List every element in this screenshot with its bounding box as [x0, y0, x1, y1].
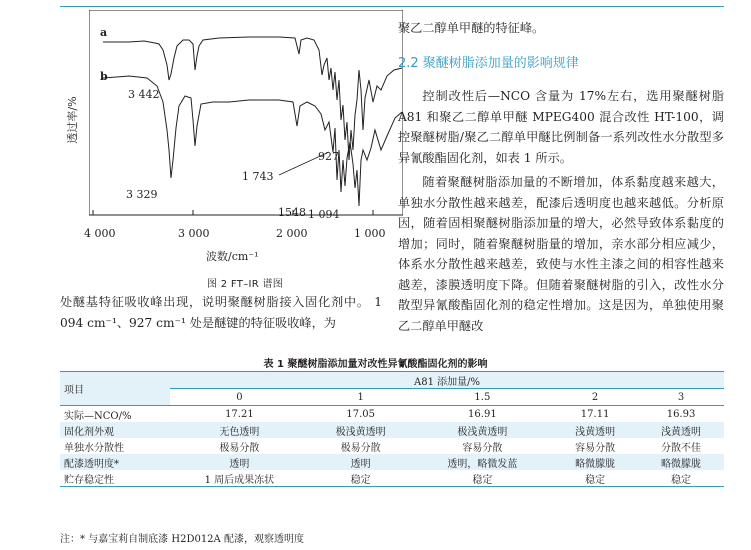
left-paragraph: 处醚基特征吸收峰出现，说明聚醚树脂接入固化剂中。 1 094 cm⁻¹、927 cm⁻¹ 处是醚键的特征吸收峰，为	[60, 295, 382, 330]
group-header: A81 添加量/%	[170, 372, 724, 389]
item-header: 项目	[60, 372, 170, 406]
table-cell: 容易分散	[413, 438, 553, 454]
table-row	[60, 406, 724, 423]
peak-label-3329: 3 329	[126, 188, 158, 201]
row-label: 固化剂外观	[60, 422, 170, 438]
row-label: 实际—NCO/%	[60, 406, 170, 423]
peak-label-1094: 1 094	[308, 208, 340, 221]
table-cell: 稳定	[309, 470, 413, 487]
column-header: 1.5	[413, 389, 553, 406]
x-tick-label-2000: 2 000	[276, 227, 308, 240]
curve-a-label: a	[100, 26, 108, 39]
table-cell: 稳定	[638, 470, 724, 487]
table-cell: 16.93	[638, 406, 724, 423]
table-note: 注：* 与嘉宝莉自制底漆 H2D012A 配漆，观察透明度	[60, 534, 304, 545]
results-table	[60, 371, 724, 487]
peak-label-1743: 1 743	[242, 170, 274, 183]
right-paragraph-2: 随着聚醚树脂添加量的不断增加，体系黏度越来越大，单独水分散性越来越差，配漆后透明度也越来越低。分析原因，随着固相聚醚树脂添加量的增大，必然导致体系黏度的增加；同时，随着聚醚树脂量的增加，亲水部分相应减少，体系水分散性越来越差，致使与水性主漆之间的相容性越来越差，漆膜透明度下降。但随着聚醚树脂的引入，改性水分散型异氰酸酯固化剂的稳定性增加。这是因为，单独使用聚乙二醇单甲醚改	[398, 175, 724, 333]
table-cell: 无色透明	[170, 422, 309, 438]
table-cell: 稳定	[413, 470, 553, 487]
table-cell: 透明	[170, 454, 309, 470]
table-cell: 略微朦胧	[552, 454, 638, 470]
row-label: 配漆透明度*	[60, 454, 170, 470]
table-cell: 17.11	[552, 406, 638, 423]
table-cell: 1 周后成果冻状	[170, 470, 309, 487]
table-row	[60, 422, 724, 438]
table-cell: 透明，略微发蓝	[413, 454, 553, 470]
table-header-row	[60, 372, 724, 389]
curve-b-label: b	[100, 70, 108, 83]
table-cell: 极浅黄透明	[309, 422, 413, 438]
row-label: 贮存稳定性	[60, 470, 170, 487]
table-cell: 略微朦胧	[638, 454, 724, 470]
row-label: 单独水分散性	[60, 438, 170, 454]
y-axis-label: 透过率/%	[66, 96, 79, 144]
column-header: 2	[552, 389, 638, 406]
table-cell: 浅黄透明	[552, 422, 638, 438]
column-header: 0	[170, 389, 309, 406]
table-cell: 透明	[309, 454, 413, 470]
figure-caption: 图 2 FT–IR 谱图	[207, 279, 284, 290]
x-tick-label-3000: 3 000	[178, 227, 210, 240]
table-cell: 分散不佳	[638, 438, 724, 454]
peak-label-927: 927	[318, 150, 339, 163]
table-cell: 浅黄透明	[638, 422, 724, 438]
column-header: 1	[309, 389, 413, 406]
column-header: 3	[638, 389, 724, 406]
table-cell: 稳定	[552, 470, 638, 487]
right-paragraph-1: 控制改性后—NCO 含量为 17%左右，选用聚醚树脂 A81 和聚乙二醇单甲醚 MPEG400 混合改性 HT-100，调控聚醚树脂/聚乙二醇单甲醚比例制备一系列改性水分散型多异氰酸酯固化剂，如表 1 所示。	[398, 89, 724, 165]
table-cell: 17.21	[170, 406, 309, 423]
top-rule	[60, 6, 724, 7]
table-row	[60, 454, 724, 470]
x-axis-label: 波数/cm⁻¹	[206, 250, 259, 263]
table-cell: 极易分散	[170, 438, 309, 454]
ftir-figure	[60, 10, 386, 290]
peak-label-1548: 1548	[278, 206, 306, 219]
table-cell: 16.91	[413, 406, 553, 423]
table-row	[60, 438, 724, 454]
table-cell: 17.05	[309, 406, 413, 423]
peak-label-3442: 3 442	[128, 88, 160, 101]
x-tick-label-4000: 4 000	[84, 227, 116, 240]
table-cell: 极浅黄透明	[413, 422, 553, 438]
table-cell: 极易分散	[309, 438, 413, 454]
right-top-line: 聚乙二醇单甲醚的特征峰。	[398, 21, 545, 35]
x-tick-label-1000: 1 000	[354, 227, 386, 240]
table-row	[60, 470, 724, 487]
table-cell: 容易分散	[552, 438, 638, 454]
table-title: 表 1 聚醚树脂添加量对改性异氰酸酯固化剂的影响	[263, 359, 488, 370]
section-heading: 2.2 聚醚树脂添加量的影响规律	[398, 56, 579, 71]
